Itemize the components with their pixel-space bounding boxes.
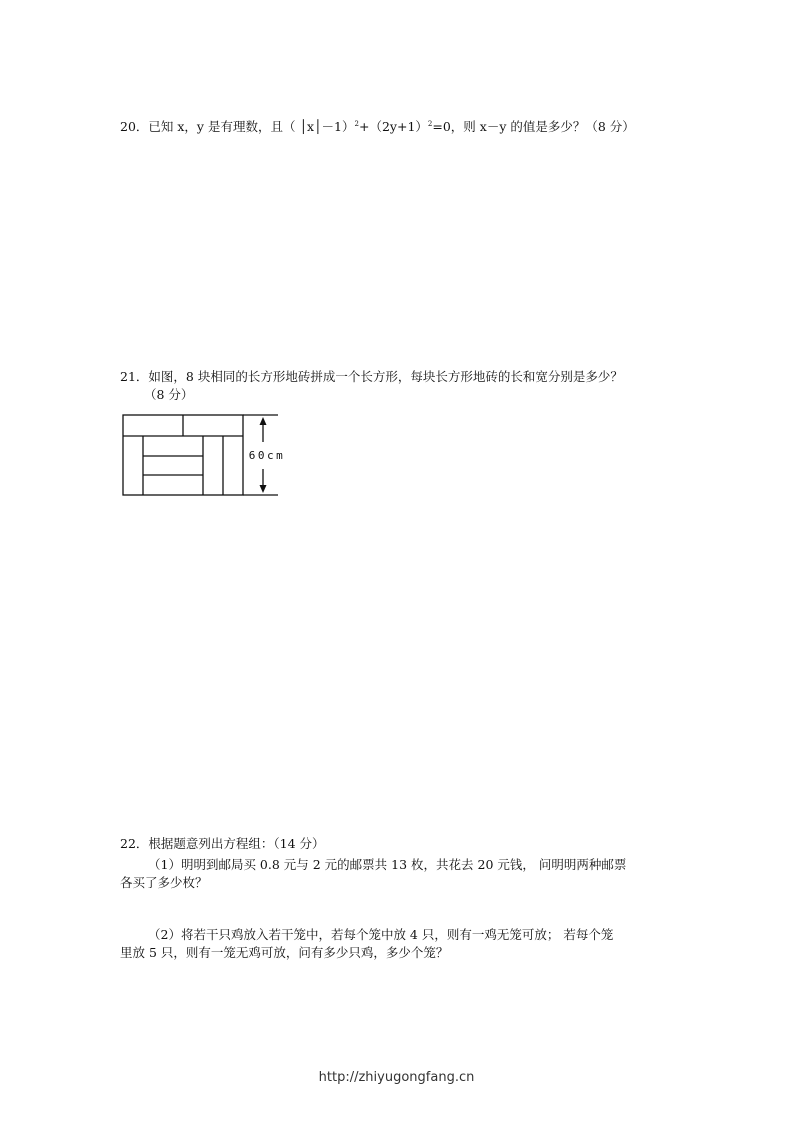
q20-text-start: 20．已知 x，y 是有理数，且（ [120, 119, 300, 134]
question-22-part-2-line-2: 里放 5 只，则有一笼无鸡可放，问有多少只鸡，多少个笼？ [120, 945, 449, 960]
tile-figure [120, 412, 290, 498]
question-21-line-2: （8 分） [144, 387, 194, 402]
question-22-title: 22．根据题意列出方程组：（14 分） [120, 836, 325, 851]
q20-exponent-1: 2 [354, 120, 359, 128]
q20-text-end: =0，则 x－y 的值是多少？（8 分） [432, 119, 635, 134]
dimension-label: 60cm [248, 449, 286, 462]
arrow-down-icon [260, 485, 267, 493]
arrow-up-icon [260, 417, 267, 425]
question-22-part-1-line-2: 各买了多少枚？ [120, 875, 208, 890]
footer-url: http://zhiyugongfang.cn [318, 1070, 475, 1085]
q20-exponent-2: 2 [427, 120, 433, 128]
question-22-part-1-line-1: （1）明明到邮局买 0.8 元与 2 元的邮票共 13 枚，共花去 20 元钱， 问明明两种邮票 [148, 857, 627, 872]
q20-middle-expression: +（2y+1） [358, 119, 428, 134]
q20-abs-expression: │x│－1） [299, 119, 355, 134]
question-20 [120, 116, 635, 135]
question-21-line-1: 21．如图，8 块相同的长方形地砖拼成一个长方形，每块长方形地砖的长和宽分别是多少？ [120, 369, 623, 384]
question-22-part-2-line-1: （2）将若干只鸡放入若干笼中，若每个笼中放 4 只，则有一鸡无笼可放； 若每个笼 [148, 927, 614, 942]
